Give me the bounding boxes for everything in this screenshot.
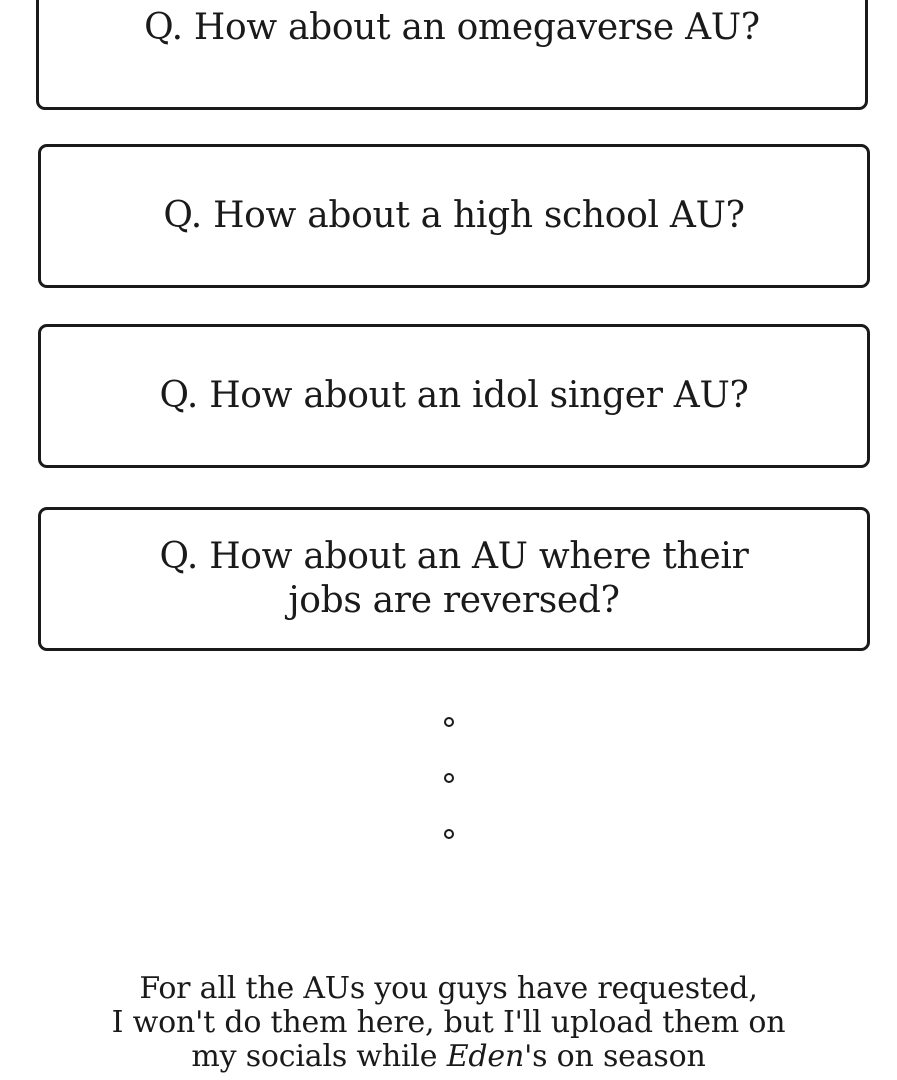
author-note-line-1: For all the AUs you guys have requested, [139,971,758,1006]
note-text: 's on season [524,1039,706,1074]
question-text: Q. How about an AU where their jobs are reversed? [159,536,749,621]
question-text: Q. How about a high school AU? [163,195,745,236]
question-box-idol-singer [38,324,870,468]
question-box-high-school [38,144,870,288]
question-text: Q. How about an omegaverse AU? [144,7,760,48]
ellipsis-dot-icon [444,773,454,783]
note-text: my socials while [191,1039,447,1074]
ellipsis-dot-icon [444,829,454,839]
question-box-jobs-reversed [38,507,870,651]
question-box-omegaverse [36,0,868,110]
ellipsis-dot-icon [444,717,454,727]
author-note-line-2: I won't do them here, but I'll upload them on [111,1005,786,1040]
author-note [0,972,897,1074]
author-note-line-3 [0,1040,897,1074]
title-eden: Eden [446,1039,525,1074]
question-text: Q. How about an idol singer AU? [159,375,749,416]
